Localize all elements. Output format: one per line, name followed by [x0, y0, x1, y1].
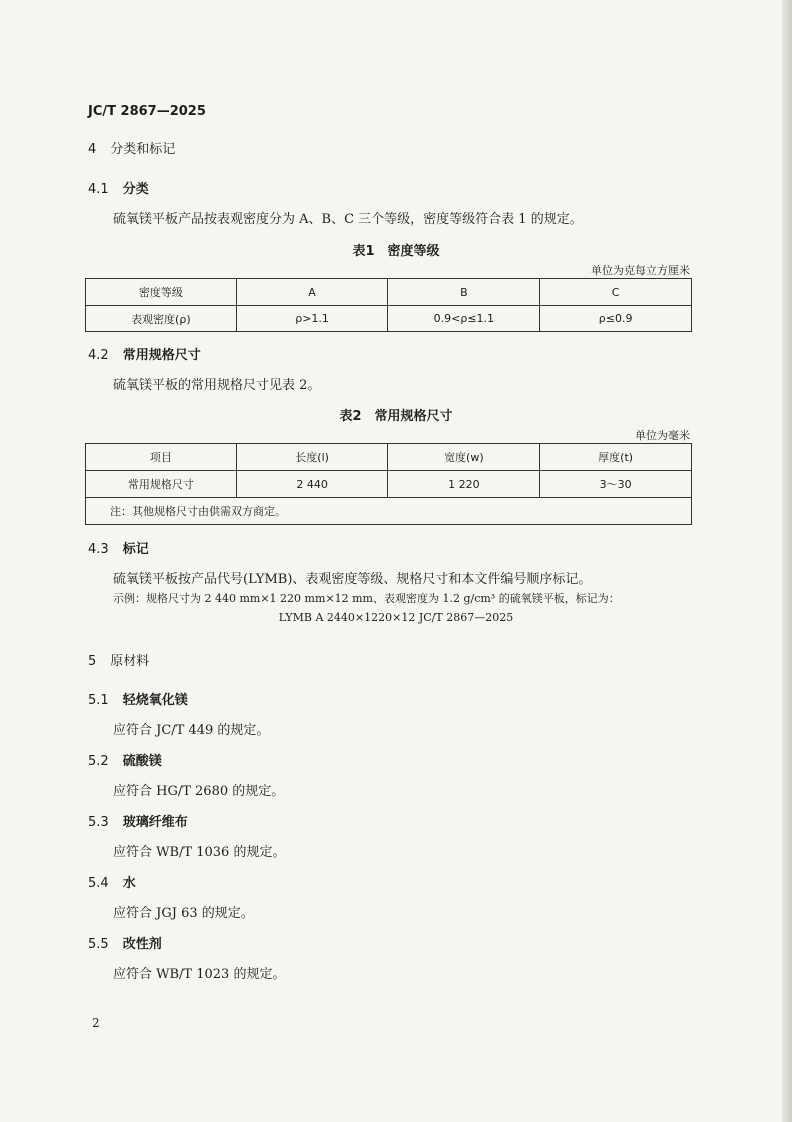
table-cell: 表观密度(ρ): [86, 306, 237, 332]
table-cell: 0.9<ρ≤1.1: [388, 306, 540, 332]
table-header-row: [86, 444, 692, 471]
size-spec-table: [85, 443, 692, 525]
table-header-cell: 长度(l): [236, 444, 388, 471]
example-line: [113, 590, 620, 606]
document-code: JC/T 2867—2025: [88, 104, 206, 119]
section-5-5-text: 应符合 WB/T 1023 的规定。: [113, 967, 286, 982]
table-header-cell: 密度等级: [86, 279, 237, 306]
section-number: 4: [88, 142, 97, 157]
table-cell: 3～30: [540, 471, 692, 498]
section-title: 标记: [122, 542, 149, 557]
table-cell: ρ>1.1: [236, 306, 388, 332]
section-number: 5.2: [88, 754, 109, 769]
section-5-heading: [88, 650, 149, 669]
table-2-unit: 单位为毫米: [635, 429, 690, 442]
table-1-unit: 单位为克每立方厘米: [591, 264, 690, 277]
section-5-2-heading: [88, 750, 162, 769]
table-2-caption: 表2 常用规格尺寸: [339, 409, 453, 424]
section-4-2-heading: [88, 344, 201, 363]
table-header-cell: C: [540, 279, 692, 306]
section-5-1-heading: [88, 689, 188, 708]
scan-edge: [782, 0, 792, 1122]
section-number: 5.1: [88, 693, 109, 708]
example-text: 规格尺寸为 2 440 mm×1 220 mm×12 mm、表观密度为 1.2 g/cm³ 的硫氧镁平板，标记为：: [146, 592, 620, 605]
density-grade-table: [85, 278, 692, 332]
table-header-cell: A: [236, 279, 388, 306]
table-header-cell: 项目: [86, 444, 237, 471]
section-title: 水: [122, 876, 136, 891]
section-4-1-text: 硫氧镁平板产品按表观密度分为 A、B、C 三个等级，密度等级符合表 1 的规定。: [113, 212, 583, 227]
table-header-cell: 宽度(w): [388, 444, 540, 471]
example-label: 示例：: [113, 592, 146, 605]
table-cell: 1 220: [388, 471, 540, 498]
section-title: 硫酸镁: [122, 754, 162, 769]
section-number: 4.1: [88, 182, 109, 197]
section-4-heading: [88, 138, 175, 157]
section-number: 4.3: [88, 542, 109, 557]
section-title: 轻烧氧化镁: [122, 693, 188, 708]
table-note: 注：其他规格尺寸由供需双方商定。: [86, 498, 692, 525]
table-header-row: [86, 279, 692, 306]
section-5-4-heading: [88, 872, 136, 891]
table-cell: 常用规格尺寸: [86, 471, 237, 498]
table-header-cell: B: [388, 279, 540, 306]
section-number: 5: [88, 654, 97, 669]
section-number: 5.5: [88, 937, 109, 952]
section-title: 改性剂: [122, 937, 162, 952]
table-row: [86, 471, 692, 498]
table-cell: 2 440: [236, 471, 388, 498]
section-5-1-text: 应符合 JC/T 449 的规定。: [113, 723, 270, 738]
section-5-2-text: 应符合 HG/T 2680 的规定。: [113, 784, 285, 799]
section-title: 原材料: [110, 654, 150, 669]
section-4-3-heading: [88, 538, 149, 557]
section-5-5-heading: [88, 933, 162, 952]
example-mark: LYMB A 2440×1220×12 JC/T 2867—2025: [278, 611, 514, 624]
table-cell: ρ≤0.9: [540, 306, 692, 332]
section-4-2-text: 硫氧镁平板的常用规格尺寸见表 2。: [113, 378, 321, 393]
table-note-row: [86, 498, 692, 525]
table-header-cell: 厚度(t): [540, 444, 692, 471]
section-title: 分类和标记: [110, 142, 176, 157]
section-title: 玻璃纤维布: [122, 815, 188, 830]
section-number: 4.2: [88, 348, 109, 363]
section-title: 分类: [122, 182, 149, 197]
section-4-1-heading: [88, 178, 149, 197]
table-row: [86, 306, 692, 332]
section-5-3-text: 应符合 WB/T 1036 的规定。: [113, 845, 286, 860]
section-5-3-heading: [88, 811, 188, 830]
section-number: 5.4: [88, 876, 109, 891]
section-5-4-text: 应符合 JGJ 63 的规定。: [113, 906, 254, 921]
section-4-3-text: 硫氧镁平板按产品代号(LYMB)、表观密度等级、规格尺寸和本文件编号顺序标记。: [113, 572, 592, 587]
table-1-caption: 表1 密度等级: [352, 244, 440, 259]
section-number: 5.3: [88, 815, 109, 830]
page-number: 2: [92, 1016, 100, 1030]
section-title: 常用规格尺寸: [122, 348, 201, 363]
